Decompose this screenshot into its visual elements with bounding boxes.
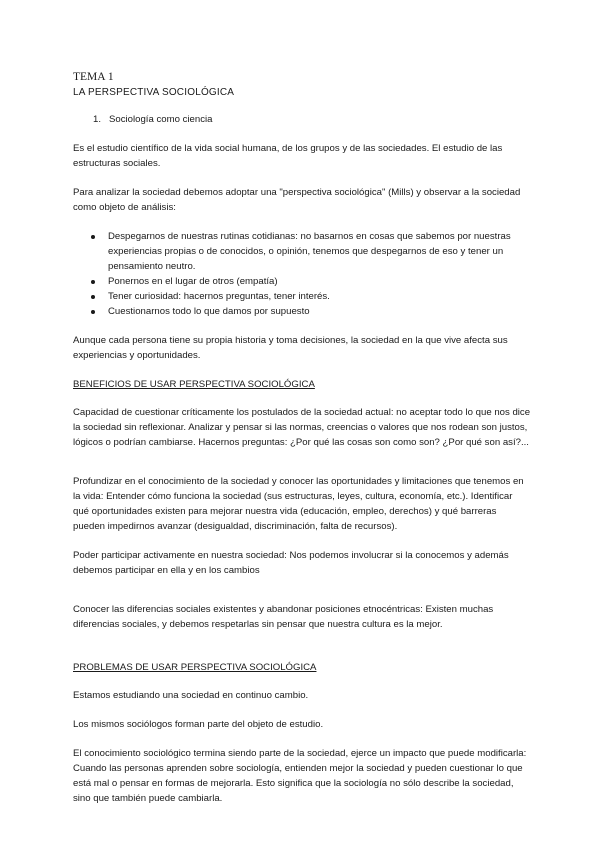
numbered-list — [93, 112, 531, 127]
bullet-item: Cuestionarnos todo lo que damos por supuesto — [91, 304, 531, 319]
page-title: LA PERSPECTIVA SOCIOLÓGICA — [73, 87, 235, 98]
tema-label: TEMA 1 — [73, 71, 114, 83]
problem-paragraph: Estamos estudiando una sociedad en continuo cambio. — [73, 690, 309, 701]
list-number: 1. — [93, 114, 102, 125]
conclusion-paragraph: Aunque cada persona tiene su propia historia y toma decisiones, la sociedad en la que vive afecta sus experiencias y oportunidades. — [73, 335, 508, 361]
bullet-item: Despegarnos de nuestras rutinas cotidianas: no basarnos en cosas que sabemos por nuestras experiencias propias o de conocidos, o opinión, tenemos que despegarnos de eso y tener un pensamiento neutro. — [91, 229, 531, 274]
section-subtitle: Sociología como ciencia — [109, 114, 213, 125]
problem-paragraph: El conocimiento sociológico termina siendo parte de la sociedad, ejerce un impacto que puede modificarla: Cuando las personas aprenden sobre sociología, entienden mejor la sociedad y pueden cuestionar lo que está mal o pensar en formas de mejorarla. Esto significa que la sociología no sólo describe la sociedad, sino que también puede cambiarla. — [73, 748, 527, 804]
document-page — [73, 70, 531, 820]
analysis-intro-paragraph: Para analizar la sociedad debemos adoptar una "perspectiva sociológica" (Mills) y observar a la sociedad como objeto de análisis: — [73, 187, 521, 213]
benefit-paragraph: Capacidad de cuestionar críticamente los postulados de la sociedad actual: no aceptar todo lo que nos dice la sociedad sin reflexionar. Analizar y pensar si las normas, creencias o valores que nos rodean son justos, lógicos o podrían cambiarse. Hacernos preguntas: ¿Por qué las cosas son como son? ¿Por qué son así?... — [73, 407, 531, 448]
problem-paragraph: Los mismos sociólogos forman parte del objeto de estudio. — [73, 719, 324, 730]
benefits-heading: BENEFICIOS DE USAR PERSPECTIVA SOCIOLÓGICA — [73, 379, 315, 390]
numbered-list-item — [93, 112, 531, 127]
definition-paragraph: Es el estudio científico de la vida social humana, de los grupos y de las sociedades. El estudio de las estructuras sociales. — [73, 143, 503, 169]
bullet-item: Ponernos en el lugar de otros (empatía) — [91, 274, 531, 289]
perspective-bullet-list — [91, 229, 531, 319]
benefit-paragraph: Profundizar en el conocimiento de la sociedad y conocer las oportunidades y limitaciones que tenemos en la vida: Entender cómo funciona la sociedad (sus estructuras, leyes, cultura, economía, etc.). Identificar qué oportunidades existen para mejorar nuestra vida (educación, empleo, derechos) y qué barreras pueden impedirnos avanzar (desigualdad, discriminación, falta de recursos). — [73, 476, 524, 532]
problems-heading: PROBLEMAS DE USAR PERSPECTIVA SOCIOLÓGICA — [73, 662, 317, 673]
benefit-paragraph: Poder participar activamente en nuestra sociedad: Nos podemos involucrar si la conocemos y además debemos participar en ella y en los cambios — [73, 550, 509, 576]
benefit-paragraph: Conocer las diferencias sociales existentes y abandonar posiciones etnocéntricas: Existen muchas diferencias sociales, y debemos respetarlas sin pensar que nuestra cultura es la mejor. — [73, 604, 494, 630]
bullet-item: Tener curiosidad: hacernos preguntas, tener interés. — [91, 289, 531, 304]
